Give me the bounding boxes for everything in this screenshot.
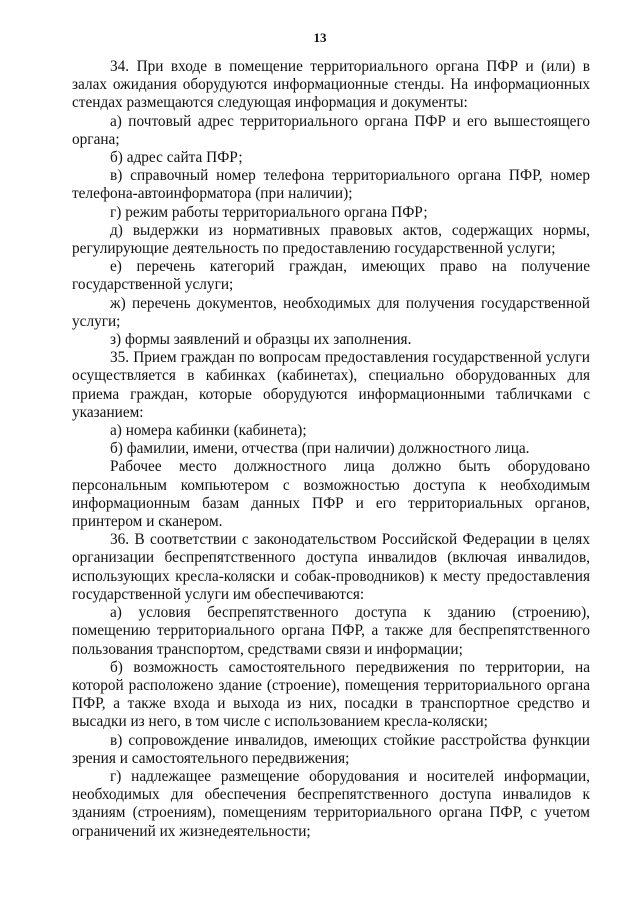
paragraph-36: 36. В соответствии с законодательством Российской Федерации в целях организации беспрепятственного доступа инвалидов (включая инвалидов, использующих кресла-коляски и собак-проводников) к месту предоставления государственной услуги им обеспечиваются: bbox=[72, 531, 590, 603]
paragraph-workplace: Рабочее место должностного лица должно быть оборудовано персональным компьютером с возможностью доступа к необходимым информационным базам данных ПФР и его территориальных органов, принтером и сканером. bbox=[72, 458, 590, 531]
list-item-34e: е) перечень категорий граждан, имеющих право на получение государственной услуги; bbox=[72, 258, 590, 294]
page-number: 13 bbox=[313, 30, 327, 45]
paragraph-34: 34. При входе в помещение территориального органа ПФР и (или) в залах ожидания оборудуются информационные стенды. На информационных стендах размещаются следующая информация и документы: bbox=[72, 58, 590, 112]
list-item-34b: б) адрес сайта ПФР; bbox=[110, 149, 243, 167]
list-item-36v: в) сопровождение инвалидов, имеющих стойкие расстройства функции зрения и самостоятельного передвижения; bbox=[72, 731, 590, 767]
list-item-34a: а) почтовый адрес территориального органа ПФР и его вышестоящего органа; bbox=[72, 112, 590, 148]
list-item-34d: д) выдержки из нормативных правовых актов, содержащих нормы, регулирующие деятельность по предоставлению государственной услуги; bbox=[72, 221, 590, 258]
list-item-36a: а) условия беспрепятственного доступа к зданию (строению), помещению территориального органа ПФР, а также для беспрепятственного пользования транспортом, средствами связи и информации; bbox=[72, 604, 590, 658]
list-item-34zh: ж) перечень документов, необходимых для получения государственной услуги; bbox=[72, 294, 590, 330]
list-item-34g: г) режим работы территориального органа ПФР; bbox=[110, 203, 428, 221]
list-item-36g: г) надлежащее размещение оборудования и носителей информации, необходимых для обеспечения беспрепятственного доступа инвалидов к зданиям (строениям), помещениям территориального органа ПФР, с учетом ограничений их жизнедеятельности; bbox=[72, 767, 590, 840]
document-body bbox=[72, 58, 590, 841]
list-item-35b: б) фамилии, имени, отчества (при наличии) должностного лица. bbox=[110, 440, 530, 458]
list-item-34v: в) справочный номер телефона территориального органа ПФР, номер телефона-автоинформатора (при наличии); bbox=[72, 167, 590, 203]
list-item-36b: б) возможность самостоятельного передвижения по территории, на которой расположено здание (строение), помещения территориального органа ПФР, а также входа и выхода из них, посадки в транспортное средство и высадки из него, в том числе с использованием кресла-коляски; bbox=[72, 658, 590, 731]
list-item-35a: а) номера кабинки (кабинета); bbox=[110, 422, 307, 440]
paragraph-35: 35. Прием граждан по вопросам предоставления государственной услуги осуществляется в кабинках (кабинетах), специально оборудованных для приема граждан, которые оборудуются информационными табличками с указанием: bbox=[72, 349, 590, 421]
list-item-34z: з) формы заявлений и образцы их заполнения. bbox=[110, 331, 412, 349]
